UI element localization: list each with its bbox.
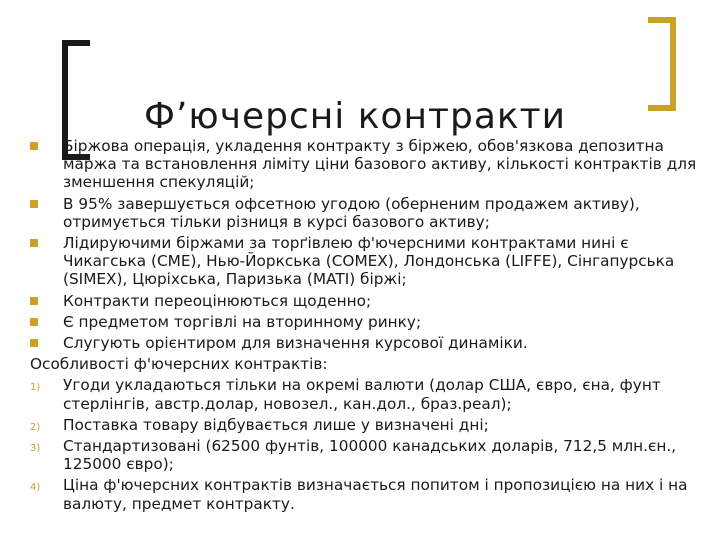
item-number: 2) xyxy=(30,421,41,433)
bullet-item xyxy=(30,334,700,352)
bullet-text: Лідируючими біржами за торґівлею ф'ючерсними контрактами нині є Чикагська (CME), Нью-Йоркська (COMEX), Лондонська (LIFFE), Сінгапурська (SIMEX), Цюріхська, Паризька (MATI) біржі; xyxy=(63,234,675,289)
bullet-list xyxy=(30,137,700,352)
bullet-text: В 95% завершується офсетною угодою (оберненим продажем активу), отримується тільки різниця в курсі базового активу; xyxy=(63,194,640,231)
square-bullet-icon xyxy=(30,239,38,247)
bullet-item xyxy=(30,292,700,310)
item-number: 3) xyxy=(30,443,41,455)
square-bullet-icon xyxy=(30,142,38,150)
slide-content xyxy=(30,137,700,516)
numbered-text: Ціна ф'ючерсних контрактів визначається попитом і пропозицією на них і на валюту, предмет контракту. xyxy=(63,476,688,513)
numbered-text: Стандартизовані (62500 фунтів, 100000 канадських доларів, 712,5 млн.єн., 125000 євро); xyxy=(63,437,677,474)
numbered-item xyxy=(30,376,700,412)
numbered-item xyxy=(30,476,700,512)
bullet-text: Слугують орієнтиром для визначення курсової динаміки. xyxy=(63,334,528,353)
numbered-text: Поставка товару відбувається лише у визначені дні; xyxy=(63,415,489,434)
square-bullet-icon xyxy=(30,297,38,305)
square-bullet-icon xyxy=(30,200,38,208)
item-number: 4) xyxy=(30,482,41,494)
bullet-item xyxy=(30,234,700,289)
bullet-item xyxy=(30,313,700,331)
bullet-text: Біржова операція, укладення контракту з біржею, обов'язкова депозитна маржа та встановлення ліміту ціни базового активу, кількості контрактів для зменшення спекуляцій; xyxy=(63,137,697,192)
numbered-item xyxy=(30,437,700,473)
numbered-item xyxy=(30,416,700,434)
bullet-item xyxy=(30,195,700,231)
section-label: Особливості ф'ючерсних контрактів: xyxy=(30,355,328,374)
square-bullet-icon xyxy=(30,318,38,326)
item-number: 1) xyxy=(30,382,41,394)
square-bullet-icon xyxy=(30,339,38,347)
bullet-text: Контракти переоцінюються щоденно; xyxy=(63,291,372,310)
bullet-text: Є предметом торгівлі на вторинному ринку; xyxy=(63,312,422,331)
slide-title: Ф’ючерсні контракти xyxy=(143,96,567,138)
bullet-item xyxy=(30,137,700,192)
numbered-text: Угоди укладаються тільки на окремі валюти (долар США, євро, єна, фунт стерлінгів, австр.долар, новозел., кан.дол., браз.реал); xyxy=(63,376,661,413)
numbered-list xyxy=(30,376,700,512)
